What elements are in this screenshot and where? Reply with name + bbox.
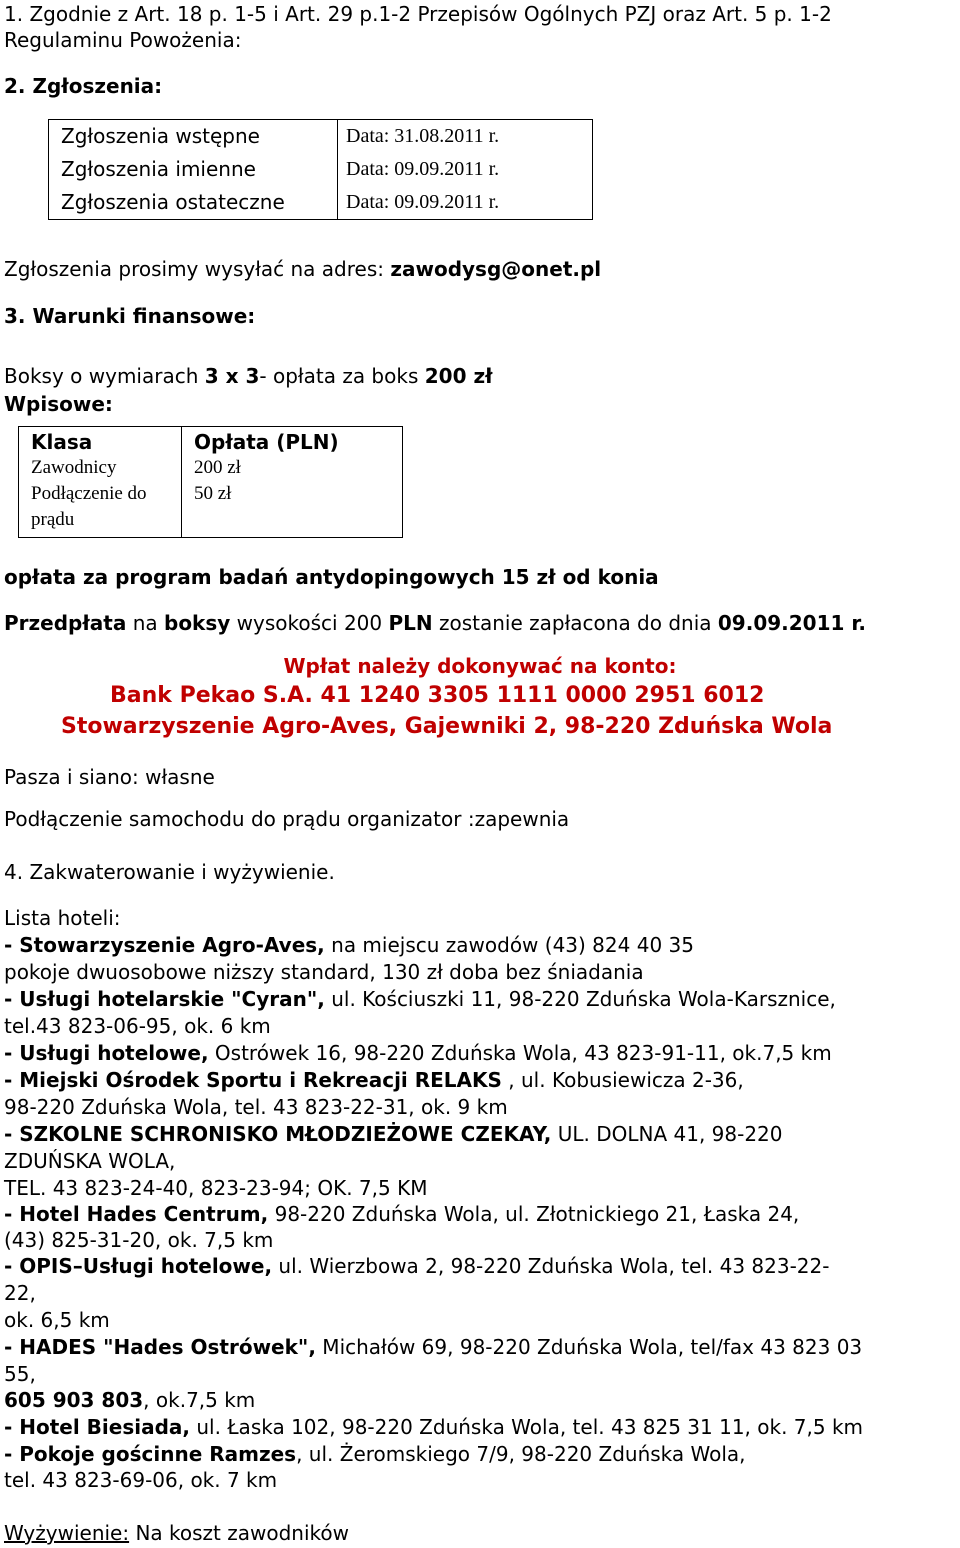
entry-fee-table <box>18 426 403 538</box>
boxes-text: Boksy o wymiarach <box>4 364 205 388</box>
feed-line: Pasza i siano: własne <box>4 765 215 789</box>
hotel-details: tel.43 823-06-95, ok. 6 km <box>4 1014 271 1038</box>
list-item <box>4 1334 862 1360</box>
prepay-date: 09.09.2011 r. <box>717 611 866 635</box>
list-item <box>4 959 644 985</box>
hotel-name: - HADES "Hades Ostrówek", <box>4 1335 316 1359</box>
bank-recipient: Stowarzyszenie Agro-Aves, Gajewniki 2, 98-220 Zduńska Wola <box>61 714 833 739</box>
catering-text: Na koszt zawodników <box>129 1521 349 1545</box>
list-item <box>4 1307 110 1333</box>
hotel-name: 605 903 803 <box>4 1388 144 1412</box>
fee-class: Zawodnicy <box>19 455 182 481</box>
list-item <box>4 1467 277 1493</box>
intro-line-2: Regulaminu Powożenia: <box>4 28 242 52</box>
boxes-line <box>4 363 493 389</box>
prepay-text: Przedpłata <box>4 611 127 635</box>
hotel-details: 22, <box>4 1281 36 1305</box>
catering-label: Wyżywienie: <box>4 1521 130 1545</box>
prepay-text: PLN <box>388 611 433 635</box>
intro-line-1: 1. Zgodnie z Art. 18 p. 1-5 i Art. 29 p.1-2 Przepisów Ogólnych PZJ oraz Art. 5 p. 1-2 <box>4 2 832 26</box>
list-item <box>4 1253 829 1279</box>
hotel-details: ok. 6,5 km <box>4 1308 110 1332</box>
email-link[interactable]: zawodysg@onet.pl <box>390 257 602 281</box>
hotel-name: - Usługi hotelarskie "Cyran", <box>4 987 325 1011</box>
list-item <box>4 1040 832 1066</box>
registration-date: Data: 09.09.2011 r. <box>338 153 593 186</box>
table-header-row <box>19 427 403 456</box>
hotel-details: , ok.7,5 km <box>143 1388 256 1412</box>
hotel-name: - Usługi hotelowe, <box>4 1041 209 1065</box>
table-row <box>49 153 593 186</box>
hotel-details: ZDUŃSKA WOLA, <box>4 1149 176 1173</box>
hotel-name: - SZKOLNE SCHRONISKO MŁODZIEŻOWE CZEKAY, <box>4 1122 552 1146</box>
list-item <box>4 932 694 958</box>
hotel-name: - Hotel Biesiada, <box>4 1415 191 1439</box>
payment-heading: Wpłat należy dokonywać na konto: <box>283 654 677 678</box>
hotel-details: TEL. 43 823-24-40, 823-23-94; OK. 7,5 KM <box>4 1176 428 1200</box>
registration-label: Zgłoszenia wstępne <box>61 124 260 148</box>
prepay-text: boksy <box>164 611 231 635</box>
hotel-details: ul. Kościuszki 11, 98-220 Zduńska Wola-Karsznice, <box>324 987 836 1011</box>
list-item <box>4 1280 36 1306</box>
list-item <box>4 1441 746 1467</box>
fee-amount: 50 zł <box>194 483 232 504</box>
hotel-name: - Miejski Ośrodek Sportu i Rekreacji RELAKS <box>4 1068 502 1092</box>
antidoping-fee: opłata za program badań antydopingowych 15 zł od konia <box>4 565 659 589</box>
list-item <box>4 1175 427 1201</box>
hotel-details: , ul. Kobusiewicza 2-36, <box>501 1068 744 1092</box>
registration-label: Zgłoszenia imienne <box>61 157 256 181</box>
list-item <box>4 986 836 1012</box>
boxes-text: - opłata za boks <box>259 364 425 388</box>
prepayment-line <box>4 610 866 636</box>
prepay-text: wysokości 200 <box>230 611 389 635</box>
hotel-details: 55, <box>4 1362 36 1386</box>
registration-label: Zgłoszenia ostateczne <box>61 190 285 214</box>
list-item <box>4 1121 783 1147</box>
column-header-class: Klasa <box>19 427 182 456</box>
hotel-name: - Pokoje gościnne Ramzes <box>4 1442 297 1466</box>
hotel-name: - Stowarzyszenie Agro-Aves, <box>4 933 325 957</box>
hotel-details: ul. Łaska 102, 98-220 Zduńska Wola, tel. 43 825 31 11, ok. 7,5 km <box>190 1415 864 1439</box>
email-line <box>4 256 601 282</box>
list-item <box>4 1387 255 1413</box>
list-item <box>4 1227 273 1253</box>
hotel-details: 98-220 Zduńska Wola, tel. 43 823-22-31, ok. 9 km <box>4 1095 508 1119</box>
list-item <box>4 1094 508 1120</box>
section-2-title: 2. Zgłoszenia: <box>4 74 163 98</box>
email-prefix: Zgłoszenia prosimy wysyłać na adres: <box>4 257 391 281</box>
hotel-name: - OPIS–Usługi hotelowe, <box>4 1254 273 1278</box>
prepay-text: na <box>126 611 164 635</box>
list-item <box>4 1361 36 1387</box>
list-item <box>4 1148 175 1174</box>
hotel-details: tel. 43 823-69-06, ok. 7 km <box>4 1468 278 1492</box>
hotel-details: 98-220 Zduńska Wola, ul. Złotnickiego 21, Łaska 24, <box>268 1202 800 1226</box>
hotel-details: na miejscu zawodów (43) 824 40 35 <box>324 933 694 957</box>
table-row <box>19 481 403 538</box>
boxes-size: 3 x 3 <box>204 364 260 388</box>
power-line: Podłączenie samochodu do prądu organizator :zapewnia <box>4 807 570 831</box>
list-item <box>4 1414 863 1440</box>
entry-fee-title: Wpisowe: <box>4 392 113 416</box>
bank-account: Bank Pekao S.A. 41 1240 3305 1111 0000 2951 6012 <box>110 683 765 708</box>
hotel-details: Ostrówek 16, 98-220 Zduńska Wola, 43 823-91-11, ok.7,5 km <box>208 1041 832 1065</box>
list-item <box>4 1067 744 1093</box>
section-3-title: 3. Warunki finansowe: <box>4 304 256 328</box>
fee-class: Podłączenie do prądu <box>19 481 182 538</box>
list-item <box>4 1013 271 1039</box>
section-4-title: 4. Zakwaterowanie i wyżywienie. <box>4 860 335 884</box>
list-item <box>4 1201 799 1227</box>
column-header-fee: Opłata (PLN) <box>194 430 339 454</box>
registration-dates-table <box>48 119 593 220</box>
fee-amount: 200 zł <box>194 457 241 478</box>
table-row <box>19 455 403 481</box>
hotel-details: UL. DOLNA 41, 98-220 <box>551 1122 783 1146</box>
catering-line <box>4 1520 349 1546</box>
hotel-details: pokoje dwuosobowe niższy standard, 130 zł doba bez śniadania <box>4 960 644 984</box>
hotel-details: , ul. Żeromskiego 7/9, 98-220 Zduńska Wola, <box>296 1442 746 1466</box>
hotel-list-title: Lista hoteli: <box>4 906 121 930</box>
hotel-details: ul. Wierzbowa 2, 98-220 Zduńska Wola, tel. 43 823-22- <box>272 1254 830 1278</box>
hotel-name: - Hotel Hades Centrum, <box>4 1202 269 1226</box>
registration-date: Data: 09.09.2011 r. <box>338 186 593 220</box>
boxes-price: 200 zł <box>424 364 493 388</box>
hotel-details: Michałów 69, 98-220 Zduńska Wola, tel/fax 43 823 03 <box>315 1335 863 1359</box>
table-row <box>49 120 593 154</box>
table-row <box>49 186 593 220</box>
hotel-details: (43) 825-31-20, ok. 7,5 km <box>4 1228 274 1252</box>
prepay-text: zostanie zapłacona do dnia <box>432 611 718 635</box>
registration-date: Data: 31.08.2011 r. <box>338 120 593 154</box>
